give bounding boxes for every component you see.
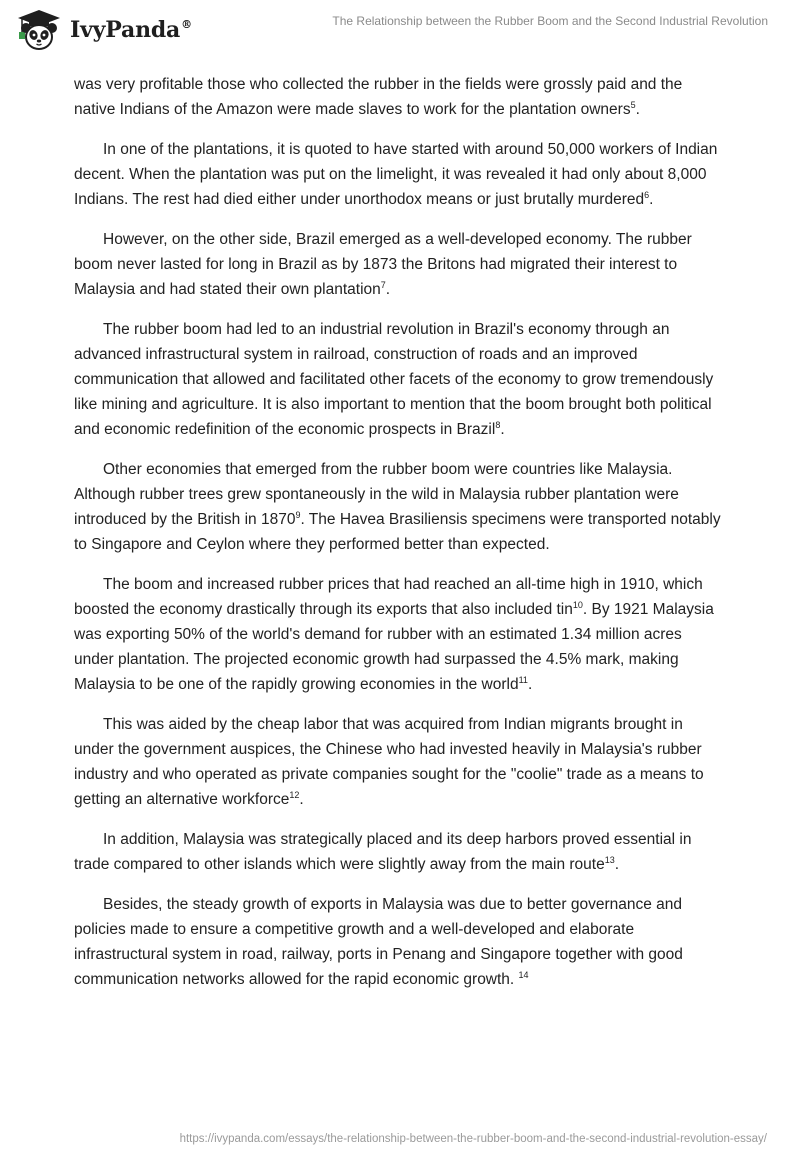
footnote-ref: 10 (572, 599, 583, 610)
paragraph: was very profitable those who collected the rubber in the fields were grossly paid and the native Indians of the Amazon were made slaves to work for the plantation owners$^5$. (74, 76, 683, 118)
essay-body (74, 72, 724, 1007)
paragraph: In one of the plantations, it is quoted to have started with around 50,000 workers of Indian decent. When the plantation was put on the limelight, it was revealed it had only about 8,000 Indians. The rest had died either under unorthodox means or just brutally murdered$^6$. (74, 141, 718, 208)
footnote-ref: 7 (380, 279, 386, 290)
panda-graduate-icon (14, 8, 64, 52)
brand-name: IvyPanda® (70, 17, 192, 43)
footnote-ref: 5 (630, 99, 636, 110)
footnote-ref: 11 (518, 674, 528, 685)
paragraph: The boom and increased rubber prices that had reached an all-time high in 1910, which boosted the economy drastically through its exports that also included tin$^{10}$. By 1921 Malaysia was exporting 50% of the world's demand for rubber with an estimated 1.34 million acres under plantation. The projected economic growth had surpassed the 4.5% mark, making Malaysia to be one of the rapidly growing economies in the world$^{11}$. (74, 576, 714, 693)
footnote-ref: 13 (604, 854, 615, 865)
footnote-ref: 12 (289, 789, 300, 800)
paragraph: The rubber boom had led to an industrial revolution in Brazil's economy through an advanced infrastructural system in railroad, construction of roads and an improved communication that allowed and facilitated other facets of the economy to grow tremendously like mining and agriculture. It is also important to mention that the boom brought both political and economic redefinition of the economic prospects in Brazil$^8$. (74, 321, 714, 438)
paragraph: In addition, Malaysia was strategically placed and its deep harbors proved essential in trade compared to other islands which were slightly away from the main route$^{13}$. (74, 831, 692, 873)
footnote-ref: 9 (295, 509, 301, 520)
source-url-link[interactable]: https://ivypanda.com/essays/the-relationship-between-the-rubber-boom-and-the-second-industrial-revolution-essay/ (179, 1133, 767, 1145)
brand-logo[interactable] (14, 8, 192, 52)
paragraph: Other economies that emerged from the rubber boom were countries like Malaysia. Although rubber trees grew spontaneously in the wild in Malaysia rubber plantation were introduced by the British in 1870$^9$. The Havea Brasiliensis specimens were transported notably to Singapore and Ceylon where they performed better than expected. (74, 461, 721, 553)
footnote-ref: 6 (644, 189, 650, 200)
page-header (0, 0, 800, 62)
paragraph: This was aided by the cheap labor that was acquired from Indian migrants brought in under the government auspices, the Chinese who had invested heavily in Malaysia's rubber industry and who operated as private companies sought for the "coolie" trade as a means to getting an alternative workforce$^{12}$. (74, 716, 704, 808)
paragraph: Besides, the steady growth of exports in Malaysia was due to better governance and policies made to ensure a competitive growth and a well-developed and elaborate infrastructural system in road, railway, ports in Penang and Singapore together with good communication networks allowed for the rapid economic growth. $^{14}$ (74, 896, 683, 988)
paragraph: However, on the other side, Brazil emerged as a well-developed economy. The rubber boom never lasted for long in Brazil as by 1873 the Britons had migrated their interest to Malaysia and had stated their own plantation$^7$. (74, 231, 692, 298)
footnote-ref: 14 (518, 969, 529, 980)
footnote-ref: 8 (495, 419, 501, 430)
document-title: The Relationship between the Rubber Boom and the Second Industrial Revolution (332, 14, 768, 28)
